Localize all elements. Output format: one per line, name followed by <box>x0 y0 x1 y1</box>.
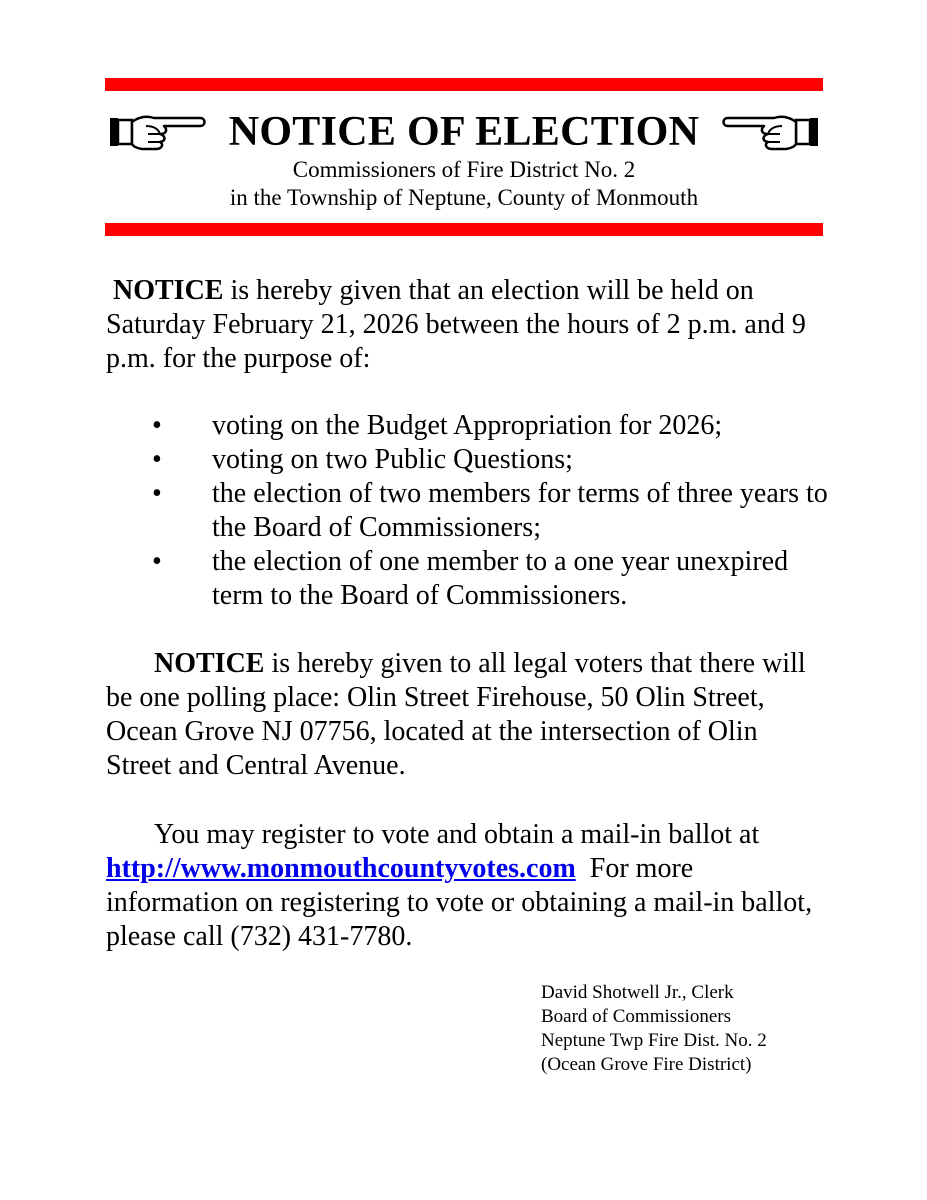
list-item-text: the election of two members for terms of three years to the Board of Commissioners; <box>212 478 828 543</box>
bottom-red-rule <box>105 223 823 236</box>
top-red-rule <box>105 78 823 91</box>
signature-district-alias: (Ocean Grove Fire District) <box>541 1054 752 1075</box>
bullet-marker: • <box>152 478 162 509</box>
subtitle-line-2: in the Township of Neptune, County of Monmouth <box>229 185 699 210</box>
subtitle-line-1: Commissioners of Fire District No. 2 <box>292 157 636 182</box>
purpose-list <box>152 409 832 613</box>
list-item-text: voting on two Public Questions; <box>212 444 573 475</box>
voter-website-link[interactable]: http://www.monmouthcountyvotes.com <box>106 853 576 884</box>
notice-lead: NOTICE <box>113 275 224 306</box>
signature-district: Neptune Twp Fire Dist. No. 2 <box>541 1030 767 1051</box>
polling-place-paragraph <box>106 647 822 783</box>
polling-text: is hereby given to all legal voters that there will be one polling place: Olin Street Firehouse, 50 Olin Street, Ocean Grove NJ 07756, located at the intersection of Olin Street and Central Avenue. <box>106 648 806 781</box>
list-item <box>152 545 832 613</box>
signature-block <box>541 981 767 1077</box>
pointing-hand-left-icon <box>720 110 820 152</box>
notice-text: is hereby given that an election will be held on Saturday February 21, 2026 between the hours of 2 p.m. and 9 p.m. for the purpose of: <box>106 275 806 374</box>
title-row <box>105 104 823 160</box>
list-item-text: the election of one member to a one year unexpired term to the Board of Commissioners. <box>212 546 789 611</box>
page-title: NOTICE OF ELECTION <box>228 109 700 155</box>
list-item <box>152 477 832 545</box>
list-item-text: voting on the Budget Appropriation for 2026; <box>212 410 723 441</box>
bullet-marker: • <box>152 546 162 577</box>
signature-board: Board of Commissioners <box>541 1006 731 1027</box>
bullet-marker: • <box>152 444 162 475</box>
registration-text-after: For more information on registering to vote or obtaining a mail-in ballot, please call (732) 431-7780. <box>106 853 820 952</box>
notice-lead: NOTICE <box>154 648 265 679</box>
signature-name: David Shotwell Jr., Clerk <box>541 982 734 1003</box>
list-item <box>152 409 832 443</box>
registration-paragraph <box>106 818 822 954</box>
election-notice-paragraph <box>106 274 822 376</box>
list-item <box>152 443 832 477</box>
registration-text-before: You may register to vote and obtain a mail-in ballot at <box>154 819 760 850</box>
bullet-marker: • <box>152 410 162 441</box>
